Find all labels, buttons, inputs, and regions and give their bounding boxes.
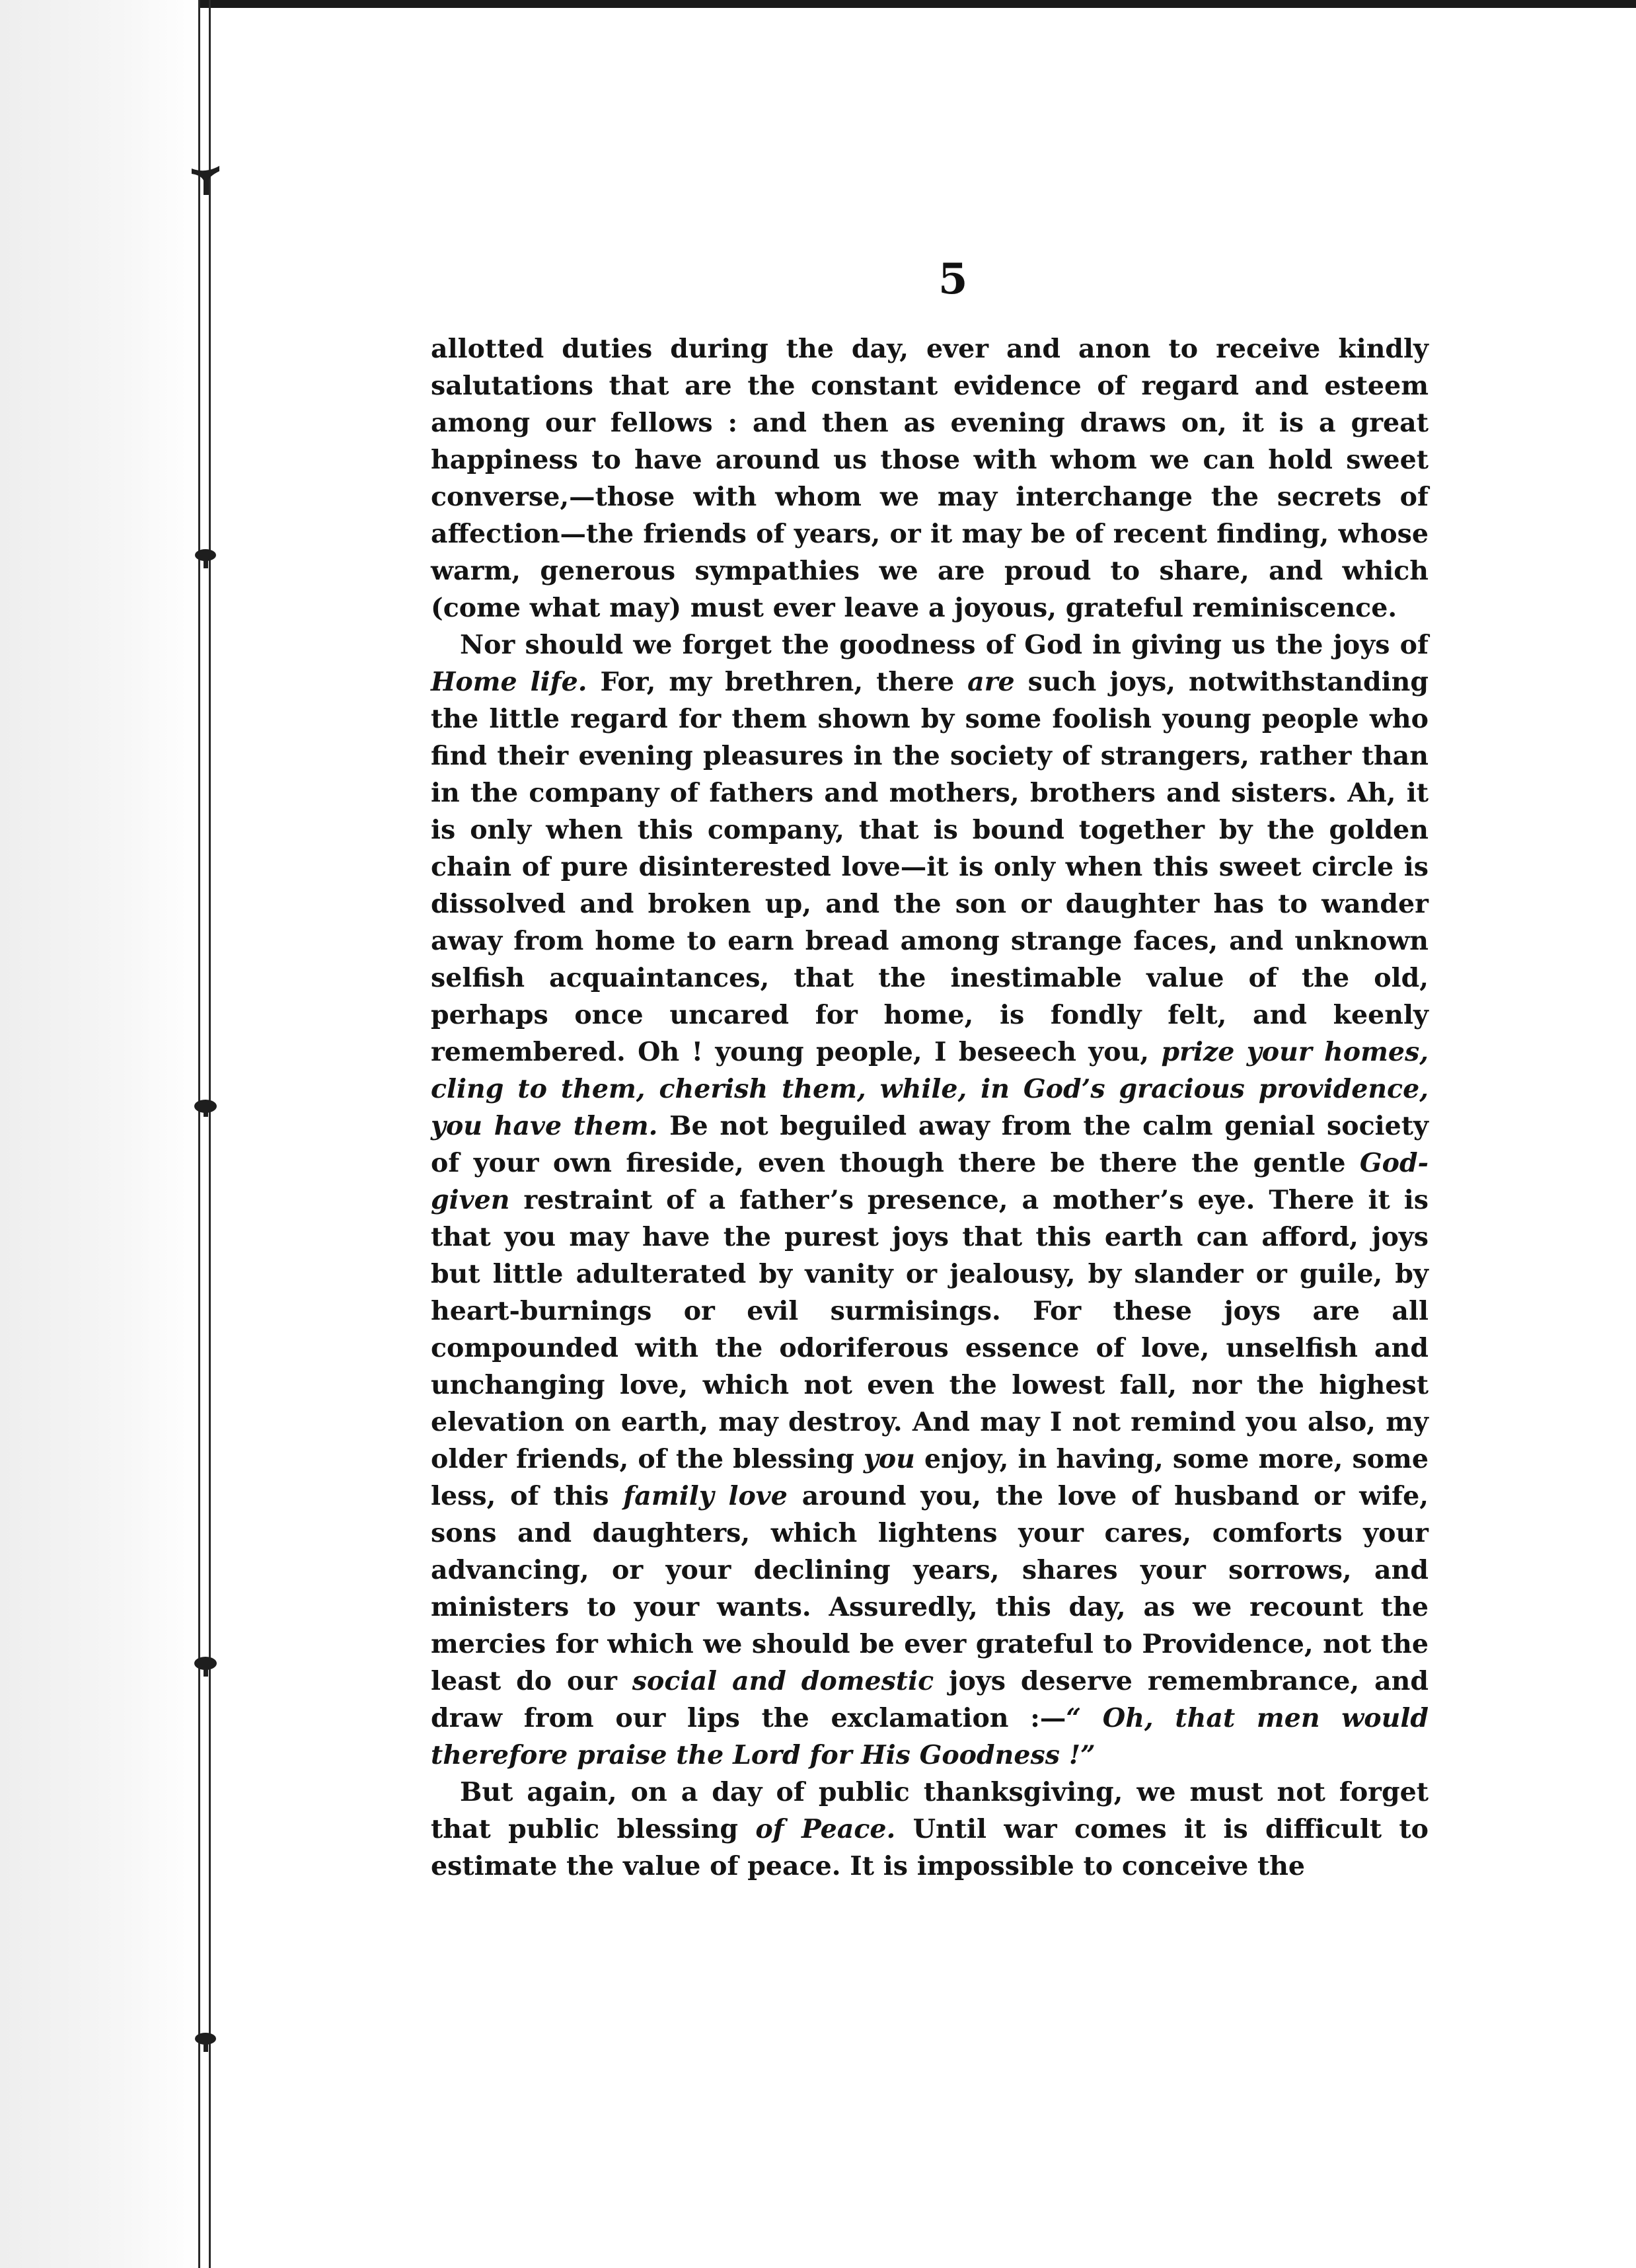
binding-stitch-icon bbox=[189, 535, 222, 582]
italic-text: prize your homes, cling to them, cherish them, while, in God’s gracious providence, you have them. bbox=[431, 1037, 1429, 1141]
text-run: But again, on a day of public thanksgiving, we must not forget that public blessing bbox=[431, 1777, 1429, 1844]
italic-text: of Peace. bbox=[755, 1814, 896, 1844]
italic-text: “ Oh, that men would therefore praise the Lord for His Goodness !” bbox=[431, 1703, 1429, 1770]
body-text bbox=[431, 330, 1429, 1885]
binding-stitch-icon bbox=[189, 2019, 222, 2065]
binding-stitch-icon bbox=[189, 154, 222, 200]
page-number: 5 bbox=[938, 254, 968, 304]
binding-stitch-icon bbox=[189, 1084, 222, 1130]
text-run: enjoy, in having, some more, some less, of this bbox=[431, 1444, 1429, 1511]
italic-text: you bbox=[863, 1444, 915, 1474]
binding-stitch-icon bbox=[189, 1642, 222, 1688]
italic-text: family love bbox=[623, 1481, 788, 1511]
text-run: such joys, notwithstanding the little regard for them shown by some foolish young people who find their evening pleasures in the society of strangers, rather than in the company of fathers and mothers, brothers and sisters. Ah, it is only when this company, that is bound together by the golden chain of pure disinterested love—it is only when this sweet circle is dissolved and broken up, and the son or daughter has to wander away from home to earn bread among strange faces, and unknown selfish acquaintances, that the inestimable value of the old, perhaps once uncared for home, is fondly felt, and keenly remembered. Oh ! young people, I beseech you, bbox=[431, 667, 1429, 1067]
binding-rule-outer bbox=[198, 0, 200, 2268]
text-run: around you, the love of husband or wife, sons and daughters, which lightens your cares, comforts your advancing, or your declining years, shares your sorrows, and ministers to your wants. Assuredly, this day, as we recount the mercies for which we should be ever grateful to Providence, not the least do our bbox=[431, 1481, 1429, 1696]
text-run: For, my brethren, there bbox=[587, 667, 968, 697]
text-run: allotted duties during the day, ever and anon to receive kindly salutations that are the constant evidence of regard and esteem among our fellows : and then as evening draws on, it is a great happiness to have around us those with whom we can hold sweet converse,—those with whom we may interchange the secrets of affection—the friends of years, or it may be of recent finding, whose warm, generous sympathies we are proud to share, and which (come what may) must ever leave a joyous, grateful reminiscence. bbox=[431, 334, 1429, 623]
italic-text: Home life. bbox=[431, 667, 587, 697]
left-page-margin bbox=[0, 0, 198, 2268]
text-run: restraint of a father’s presence, a mother’s eye. There it is that you may have the purest joys that this earth can afford, joys but little adulterated by vanity or jealousy, by slander or guile, by heart-burnings or evil surmisings. For these joys are all compounded with the odoriferous essence of love, unselfish and unchanging love, which not even the lowest fall, nor the highest elevation on earth, may destroy. And may I not remind you also, my older friends, of the blessing bbox=[431, 1185, 1429, 1474]
text-run: Until war comes it is difficult to estimate the value of peace. It is impossible to conceive the bbox=[431, 1814, 1429, 1881]
italic-text: social and domestic bbox=[632, 1666, 934, 1696]
binding-rule-inner bbox=[209, 0, 211, 2268]
text-run: joys deserve remembrance, and draw from our lips the exclamation :— bbox=[431, 1666, 1429, 1733]
italic-text: God-given bbox=[431, 1148, 1429, 1215]
text-run: Nor should we forget the goodness of God in giving us the joys of bbox=[460, 630, 1429, 660]
paragraph bbox=[431, 330, 1429, 626]
paragraph bbox=[431, 1774, 1429, 1885]
italic-text: are bbox=[967, 667, 1015, 697]
paragraph bbox=[431, 626, 1429, 1774]
text-run: Be not beguiled away from the calm genial society of your own fireside, even though there be there the gentle bbox=[431, 1111, 1429, 1178]
scan-top-edge bbox=[0, 0, 1636, 8]
